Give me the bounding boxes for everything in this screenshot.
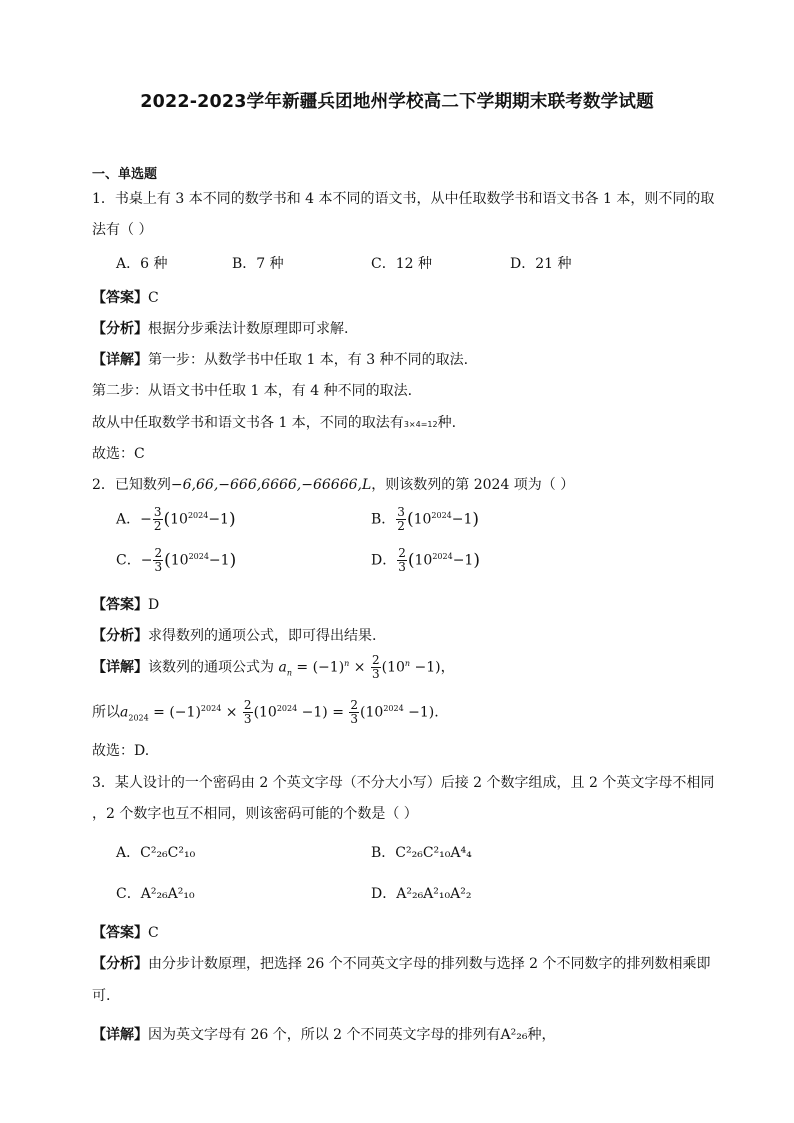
page-title: 2022-2023学年新疆兵团地州学校高二下学期期末联考数学试题 [140, 92, 654, 112]
formula-symbol: a [120, 704, 129, 721]
formula-part: × [221, 704, 242, 721]
q3-analysis-line2: 可. [92, 988, 111, 1004]
option-base: 10 [170, 552, 189, 569]
q2-option-b: B． $\frac{3}{2}$ $(10^{2024}-1)$ [371, 505, 480, 533]
option-base: 10 [170, 511, 188, 528]
q2-option-d: D． $\frac{2}{3}$ $(10^{2024}-1)$ [371, 546, 480, 574]
fraction-numerator: 2 [243, 698, 252, 712]
q2-answer-value: D [148, 597, 160, 613]
q1-detail-line3 [92, 412, 456, 432]
q3-option-a [116, 842, 195, 862]
q3-detail-text: 因为英文字母有 26 个，所以 2 个不同英文字母的排列有 [148, 1027, 501, 1043]
fraction-numerator: 2 [371, 653, 380, 667]
q3-detail-symbol: A²₂₆ [500, 1027, 528, 1043]
q1-option-d: D．21 种 [510, 256, 572, 272]
q3-answer [92, 922, 159, 942]
section-heading: 一、单选题 [92, 167, 158, 182]
q1-detail-text1: 第一步：从数学书中任取 1 本，有 3 种不同的取法. [148, 352, 469, 368]
option-label: A． [116, 845, 141, 861]
fraction-denominator: 3 [350, 712, 359, 726]
formula-part: = (−1) [291, 659, 345, 676]
q3-detail-text-end: 种， [527, 1027, 556, 1043]
q2-option-c: C．− $\frac{2}{3}$ $(10^{2024}-1)$ [116, 546, 237, 574]
q3-option-b [371, 842, 472, 862]
q1-option-a: A．6 种 [116, 256, 168, 272]
q2-analysis [92, 625, 376, 645]
formula-part: (10 [253, 704, 277, 721]
fraction-numerator: 2 [398, 546, 406, 560]
option-exponent: 2024 [432, 551, 453, 561]
option-sign: − [140, 511, 152, 528]
q1-analysis-text: 根据分步乘法计数原理即可求解. [148, 321, 349, 337]
formula-symbol: a [278, 659, 287, 676]
option-tail: −1 [451, 511, 473, 528]
q3-stem-line2: ，2 个数字也互不相同，则该密码可能的个数是（ ） [92, 806, 418, 822]
q1-choose: 故选：C [92, 446, 145, 462]
q2-detail-text: 该数列的通项公式为 [148, 659, 274, 676]
q1-analysis [92, 318, 348, 338]
q2-stem-text: 2．已知数列 [92, 477, 171, 493]
option-base: 10 [414, 552, 433, 569]
formula-subscript: 2024 [128, 713, 149, 723]
q2-stem-text-end: ，则该数列的第 2024 项为（ ） [371, 477, 575, 493]
option-label: C． [116, 886, 141, 902]
fraction-denominator: 2 [153, 519, 162, 533]
option-formula: A²₂₆A²₁₀A²₂ [396, 886, 472, 902]
formula-exponent: 2024 [383, 703, 404, 713]
option-formula: A²₂₆A²₁₀ [140, 886, 195, 902]
fraction-denominator: 3 [371, 667, 380, 681]
fraction-numerator: 3 [153, 505, 162, 519]
q1-detail-line2: 第二步：从语文书中任取 1 本，有 4 种不同的取法. [92, 383, 413, 399]
q3-analysis-line1 [92, 953, 711, 973]
q1-detail-text3: 故从中任取数学书和语文书各 1 本，不同的取法有 [92, 415, 404, 431]
answer-tag: 【答案】 [92, 290, 148, 306]
q1-detail-formula: 3×4=12 [403, 420, 438, 429]
fraction-denominator: 2 [397, 519, 405, 533]
fraction [349, 699, 359, 726]
detail-tag: 【详解】 [92, 1027, 148, 1043]
option-base: 10 [413, 511, 432, 528]
option-tail: −1 [452, 552, 474, 569]
fraction [153, 547, 163, 574]
q2-sequence: −6,66,−666,6666,−66666,L [170, 477, 372, 493]
answer-tag: 【答案】 [92, 925, 148, 941]
option-formula: C²₂₆C²₁₀A⁴₄ [395, 845, 472, 861]
detail-tag: 【详解】 [92, 352, 148, 368]
formula-part: ， [440, 659, 455, 676]
q1-answer [92, 287, 159, 307]
answer-tag: 【答案】 [92, 597, 148, 613]
option-label: A． [116, 511, 141, 528]
q1-option-b: B．7 种 [232, 256, 284, 272]
fraction [153, 506, 163, 533]
fraction-numerator: 2 [154, 546, 163, 560]
option-sign: − [140, 552, 153, 569]
formula-exponent: n [404, 658, 411, 668]
q2-answer [92, 594, 159, 614]
q2-detail-line1 [92, 654, 455, 681]
option-label: B． [371, 511, 396, 528]
q2-choose: 故选：D. [92, 743, 150, 759]
detail-tag: 【详解】 [92, 659, 148, 676]
formula-part: (10 [381, 659, 405, 676]
analysis-tag: 【分析】 [92, 628, 148, 644]
option-exponent: 2024 [187, 510, 209, 520]
formula-exponent: n [344, 658, 350, 668]
option-exponent: 2024 [188, 551, 209, 561]
fraction-denominator: 3 [154, 560, 163, 574]
formula-exponent: 2024 [276, 703, 298, 713]
q1-answer-value: C [148, 290, 159, 306]
q2-option-a: A．− $\frac{3}{2}$ $(10^{2024}-1)$ [116, 505, 236, 533]
option-tail: −1 [208, 511, 229, 528]
fraction [243, 699, 253, 726]
q1-stem-line1: 1．书桌上有 3 本不同的数学书和 4 本不同的语文书，从中任取数学书和语文书各 1 本，则不同的取 [92, 191, 715, 207]
option-formula: C²₂₆C²₁₀ [140, 845, 196, 861]
option-label: D． [371, 552, 397, 569]
formula-subscript: n [286, 668, 292, 678]
q1-option-c: C．12 种 [371, 256, 432, 272]
q3-detail-line1 [92, 1024, 555, 1044]
q1-detail-line1 [92, 349, 468, 369]
q3-stem-line1: 3．某人设计的一个密码由 2 个英文字母（不分大小写）后接 2 个数字组成，且 2 个英文字母不相同 [92, 775, 715, 791]
q1-stem-line2: 法有（ ） [92, 222, 153, 238]
formula-part: = (−1) [148, 704, 201, 721]
fraction [371, 654, 381, 681]
analysis-tag: 【分析】 [92, 956, 148, 972]
formula-part: × [349, 659, 370, 676]
option-label: B． [371, 845, 396, 861]
fraction-numerator: 2 [350, 698, 359, 712]
formula-part: −1). [403, 704, 439, 721]
fraction-denominator: 3 [243, 712, 252, 726]
formula-part: (10 [360, 704, 384, 721]
option-label: C． [116, 552, 141, 569]
fraction-numerator: 3 [397, 505, 405, 519]
fraction [397, 547, 407, 574]
q2-so-text: 所以 [92, 704, 120, 721]
q2-detail-line2 [92, 699, 439, 726]
q2-analysis-text: 求得数列的通项公式，即可得出结果. [148, 628, 377, 644]
formula-exponent: 2024 [200, 703, 222, 713]
fraction [396, 506, 406, 533]
q2-stem [92, 474, 574, 494]
q3-option-c [116, 883, 195, 903]
q1-detail-text3-end: 种. [437, 415, 457, 431]
option-exponent: 2024 [431, 510, 452, 520]
q3-analysis-text: 由分步计数原理，把选择 26 个不同英文字母的排列数与选择 2 个不同数字的排列数相乘即 [148, 956, 711, 972]
option-tail: −1 [208, 552, 230, 569]
formula-part: −1) [410, 659, 441, 676]
formula-part: −1) = [297, 704, 349, 721]
option-label: D． [371, 886, 397, 902]
q3-answer-value: C [148, 925, 159, 941]
fraction-denominator: 3 [398, 560, 406, 574]
q3-option-d [371, 883, 471, 903]
analysis-tag: 【分析】 [92, 321, 148, 337]
